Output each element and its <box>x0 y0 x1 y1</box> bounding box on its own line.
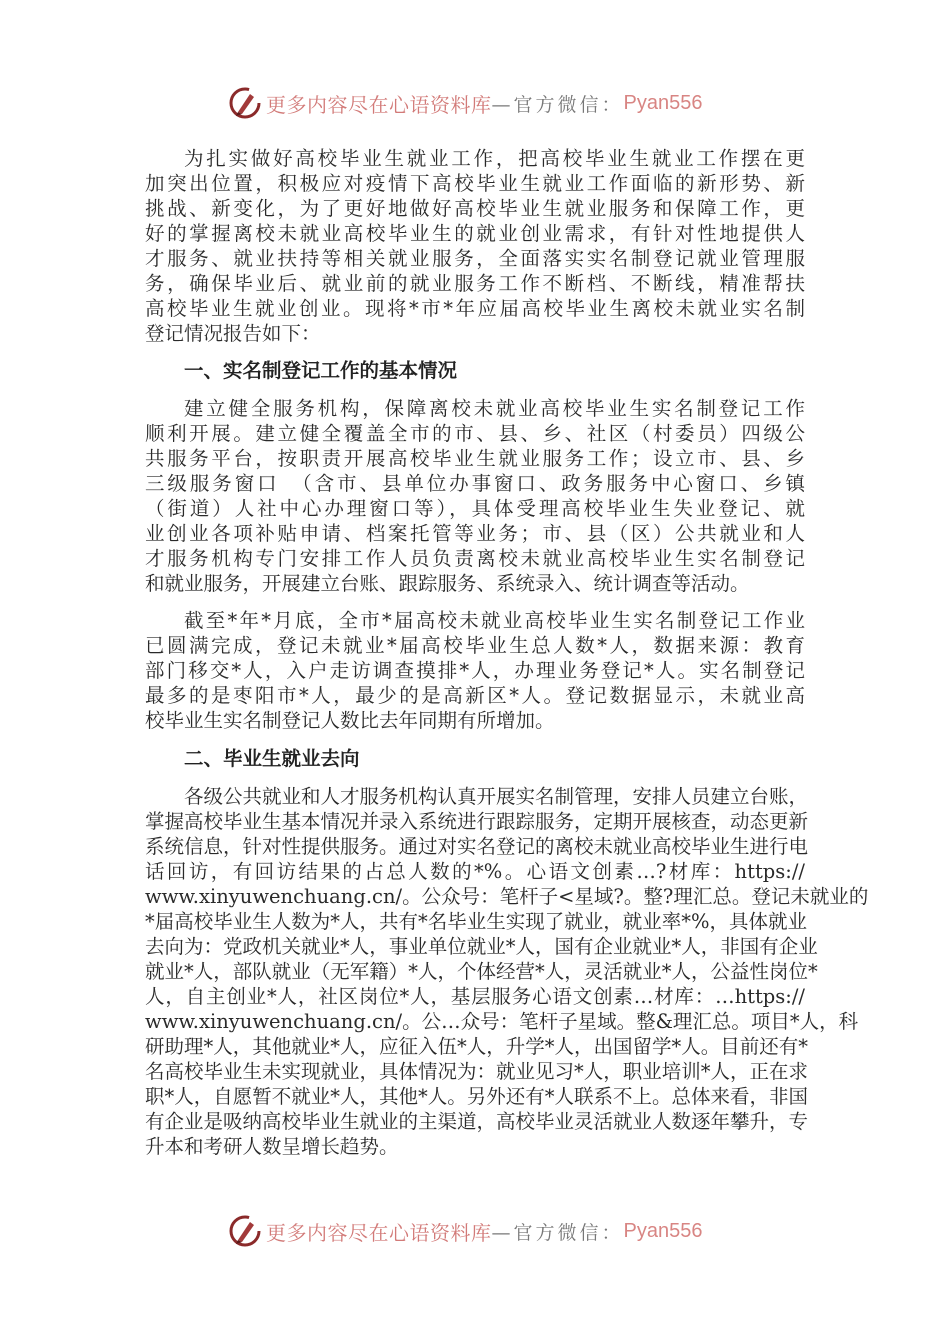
text-line: 加突出位置，积极应对疫情下高校毕业生就业工作面临的新形势、新 <box>145 172 805 195</box>
text-line: 掌握高校毕业生基本情况并录入系统进行跟踪服务，定期开展核查，动态更新 <box>145 810 809 833</box>
watermark-site: 更多内容尽在心语资料库 <box>266 92 492 117</box>
watermark-wechat-id: Pyan556 <box>623 1219 703 1242</box>
text-line: 才服务、就业扶持等相关就业服务，全面落实实名制登记就业管理服 <box>145 247 805 270</box>
text-line: 高校毕业生就业创业。现将*市*年应届高校毕业生离校未就业实名制 <box>145 297 805 320</box>
text-line: 为扎实做好高校毕业生就业工作，把高校毕业生就业工作摆在更 <box>184 147 805 170</box>
text-line: 业创业各项补贴申请、档案托管等业务；市、县（区）公共就业和人 <box>145 522 805 545</box>
text-line: 就业*人，部队就业（无军籍）*人，个体经营*人，灵活就业*人，公益性岗位* <box>145 960 818 983</box>
text-line: 名高校毕业生未实现就业，具体情况为：就业见习*人，职业培训*人，正在求 <box>145 1060 809 1083</box>
text-line: 升本和考研人数呈增长趋势。 <box>145 1135 399 1158</box>
header-watermark <box>228 86 702 120</box>
text-line: 建立健全服务机构，保障离校未就业高校毕业生实名制登记工作 <box>184 397 805 420</box>
watermark-wechat-label: —官方微信： <box>491 93 624 116</box>
text-line: 话回访，有回访结果的占总人数的*%。心语文创素…?材库：https:// <box>145 860 805 883</box>
text-line: （街道）人社中心办理窗口等），具体受理高校毕业生失业登记、就 <box>145 497 805 520</box>
pen-logo-icon <box>228 1214 262 1248</box>
text-line: 校毕业生实名制登记人数比去年同期有所增加。 <box>145 709 555 732</box>
watermark-wechat-id: Pyan556 <box>623 91 703 114</box>
text-line: 截至*年*月底，全市*届高校未就业高校毕业生实名制登记工作业 <box>184 609 805 632</box>
watermark-site: 更多内容尽在心语资料库 <box>266 1220 492 1245</box>
text-line: 已圆满完成，登记未就业*届高校毕业生总人数*人，数据来源：教育 <box>145 634 805 657</box>
text-line: www.xinyuwenchuang.cn/。公…众号：笔杆子星域。整&理汇总。项目*人，科 <box>145 1010 859 1033</box>
text-line: 最多的是枣阳市*人，最少的是高新区*人。登记数据显示，未就业高 <box>145 684 805 707</box>
text-line: 和就业服务，开展建立台账、跟踪服务、系统录入、统计调查等活动。 <box>145 572 750 595</box>
text-line: 共服务平台，按职责开展高校毕业生就业服务工作；设立市、县、乡 <box>145 447 805 470</box>
paragraph-registration-data <box>145 608 805 733</box>
text-line: 有企业是吸纳高校毕业生就业的主渠道，高校毕业灵活就业人数逐年攀升，专 <box>145 1110 809 1133</box>
paragraph-intro <box>145 146 805 346</box>
text-line: 去向为：党政机关就业*人，事业单位就业*人，国有企业就业*人，非国有企业 <box>145 935 818 958</box>
text-line: 顺利开展。建立健全覆盖全市的市、县、乡、社区（村委员）四级公 <box>145 422 805 445</box>
watermark-wechat-label: —官方微信： <box>491 1221 624 1244</box>
section-heading-1: 一、实名制登记工作的基本情况 <box>184 359 458 382</box>
text-line: 人，自主创业*人，社区岗位*人，基层服务心语文创素…材库：…https:// <box>145 985 805 1008</box>
text-line: 部门移交*人，入户走访调查摸排*人，办理业务登记*人。实名制登记 <box>145 659 805 682</box>
paragraph-basic-situation <box>145 396 805 596</box>
text-line: 登记情况报告如下： <box>145 322 321 345</box>
footer-watermark <box>228 1214 702 1248</box>
text-line: www.xinyuwenchuang.cn/。公众号：笔杆子<星域?。整?理汇总。登记未就业的 <box>145 885 869 908</box>
text-line: 职*人，自愿暂不就业*人，其他*人。另外还有*人联系不上。总体来看，非国 <box>145 1085 809 1108</box>
section-heading-2: 二、毕业生就业去向 <box>184 747 360 770</box>
paragraph-employment-destination <box>145 784 869 1159</box>
text-line: 三级服务窗口 （含市、县单位办事窗口、政务服务中心窗口、乡镇 <box>145 472 805 495</box>
text-line: 务，确保毕业后、就业前的就业服务工作不断档、不断线，精准帮扶 <box>145 272 805 295</box>
text-line: 研助理*人，其他就业*人，应征入伍*人，升学*人，出国留学*人。目前还有* <box>145 1035 809 1058</box>
text-line: 系统信息，针对性提供服务。通过对实名登记的离校未就业高校毕业生进行电 <box>145 835 809 858</box>
text-line: 挑战、新变化，为了更好地做好高校毕业生就业服务和保障工作，更 <box>145 197 805 220</box>
text-line: 好的掌握离校未就业高校毕业生的就业创业需求，有针对性地提供人 <box>145 222 805 245</box>
text-line: *届高校毕业生人数为*人，共有*名毕业生实现了就业，就业率*%，具体就业 <box>145 910 808 933</box>
text-line: 各级公共就业和人才服务机构认真开展实名制管理，安排人员建立台账， <box>184 785 809 808</box>
text-line: 才服务机构专门安排工作人员负责离校未就业高校毕业生实名制登记 <box>145 547 805 570</box>
pen-logo-icon <box>228 86 262 120</box>
